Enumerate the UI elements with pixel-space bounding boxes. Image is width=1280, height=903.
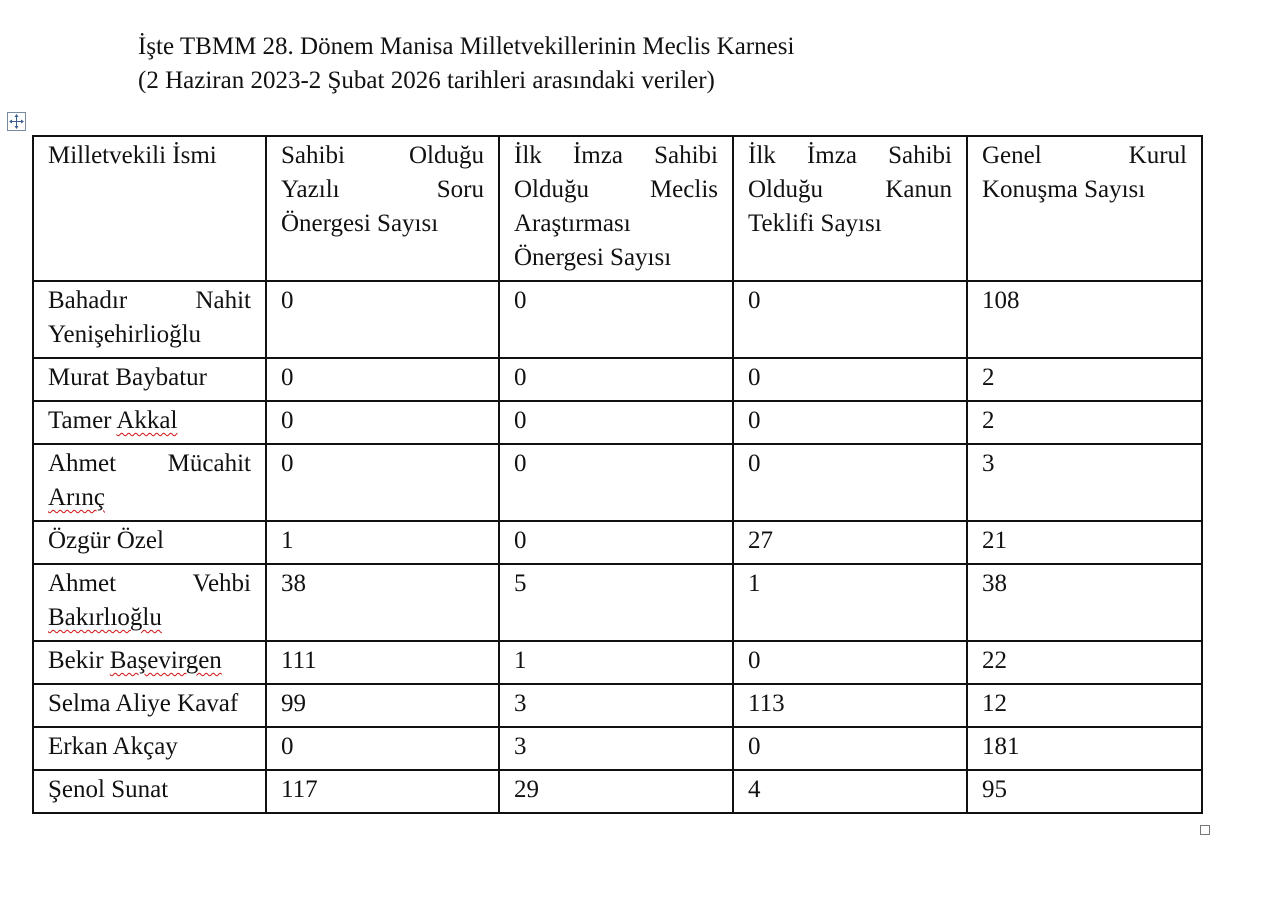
mp-name-cell[interactable]: Selma Aliye Kavaf	[33, 684, 266, 727]
mp-name-cell[interactable]: Erkan Akçay	[33, 727, 266, 770]
written-questions-cell[interactable]: 0	[266, 727, 499, 770]
spellcheck-flagged-word: Bakırlıoğlu	[48, 604, 162, 631]
plenary-speeches-cell[interactable]: 21	[967, 521, 1202, 564]
plenary-speeches-cell[interactable]: 3	[967, 444, 1202, 521]
table-row	[33, 684, 1202, 727]
written-questions-cell[interactable]: 0	[266, 444, 499, 521]
research-motions-cell[interactable]: 3	[499, 684, 733, 727]
plenary-speeches-cell[interactable]: 38	[967, 564, 1202, 641]
written-questions-cell[interactable]: 1	[266, 521, 499, 564]
mp-name-cell[interactable]: Bahadır Nahit Yenişehirlioğlu	[33, 281, 266, 358]
plenary-speeches-cell[interactable]: 108	[967, 281, 1202, 358]
plenary-speeches-cell[interactable]: 2	[967, 401, 1202, 444]
table-row	[33, 770, 1202, 813]
research-motions-cell[interactable]: 0	[499, 521, 733, 564]
law-proposals-cell[interactable]: 0	[733, 358, 967, 401]
mp-name-cell[interactable]: Tamer Akkal	[33, 401, 266, 444]
table-row	[33, 727, 1202, 770]
law-proposals-cell[interactable]: 0	[733, 401, 967, 444]
law-proposals-cell[interactable]: 0	[733, 727, 967, 770]
table-resize-handle[interactable]	[1200, 825, 1210, 835]
mp-name-cell[interactable]: Şenol Sunat	[33, 770, 266, 813]
research-motions-cell[interactable]: 0	[499, 444, 733, 521]
research-motions-cell[interactable]: 1	[499, 641, 733, 684]
law-proposals-cell[interactable]: 0	[733, 281, 967, 358]
plenary-speeches-cell[interactable]: 181	[967, 727, 1202, 770]
research-motions-cell[interactable]: 0	[499, 281, 733, 358]
mp-scorecard-table	[32, 135, 1203, 814]
mp-name-cell[interactable]: Bekir Başevirgen	[33, 641, 266, 684]
header-cell-plenary-speeches[interactable]: Genel Kurul Konuşma Sayısı	[967, 136, 1202, 281]
written-questions-cell[interactable]: 0	[266, 281, 499, 358]
written-questions-cell[interactable]: 38	[266, 564, 499, 641]
research-motions-cell[interactable]: 29	[499, 770, 733, 813]
mp-name-cell[interactable]: Ahmet Mücahit Arınç	[33, 444, 266, 521]
spellcheck-flagged-word: Akkal	[116, 407, 178, 434]
header-cell-law-proposals[interactable]: İlk İmza Sahibi Olduğu Kanun Teklifi Sayısı	[733, 136, 967, 281]
mp-name-cell[interactable]: Murat Baybatur	[33, 358, 266, 401]
law-proposals-cell[interactable]: 1	[733, 564, 967, 641]
table-row	[33, 564, 1202, 641]
table-row	[33, 281, 1202, 358]
plenary-speeches-cell[interactable]: 95	[967, 770, 1202, 813]
plenary-speeches-cell[interactable]: 2	[967, 358, 1202, 401]
mp-name-cell[interactable]: Ahmet Vehbi Bakırlıoğlu	[33, 564, 266, 641]
title-line-1: İşte TBMM 28. Dönem Manisa Milletvekillerinin Meclis Karnesi	[138, 33, 795, 60]
law-proposals-cell[interactable]: 113	[733, 684, 967, 727]
written-questions-cell[interactable]: 117	[266, 770, 499, 813]
research-motions-cell[interactable]: 0	[499, 358, 733, 401]
law-proposals-cell[interactable]: 27	[733, 521, 967, 564]
document-title	[138, 30, 794, 98]
research-motions-cell[interactable]: 0	[499, 401, 733, 444]
written-questions-cell[interactable]: 99	[266, 684, 499, 727]
table-row	[33, 444, 1202, 521]
law-proposals-cell[interactable]: 0	[733, 444, 967, 521]
written-questions-cell[interactable]: 111	[266, 641, 499, 684]
table-row	[33, 401, 1202, 444]
table-row	[33, 641, 1202, 684]
law-proposals-cell[interactable]: 0	[733, 641, 967, 684]
header-cell-name[interactable]: Milletvekili İsmi	[33, 136, 266, 281]
law-proposals-cell[interactable]: 4	[733, 770, 967, 813]
table-header-row	[33, 136, 1202, 281]
plenary-speeches-cell[interactable]: 22	[967, 641, 1202, 684]
written-questions-cell[interactable]: 0	[266, 401, 499, 444]
table-row	[33, 521, 1202, 564]
header-cell-research-motions[interactable]: İlk İmza Sahibi Olduğu Meclis Araştırması Önergesi Sayısı	[499, 136, 733, 281]
research-motions-cell[interactable]: 3	[499, 727, 733, 770]
mp-name-cell[interactable]: Özgür Özel	[33, 521, 266, 564]
four-way-arrow-icon	[8, 113, 25, 130]
table-move-handle[interactable]	[7, 112, 26, 131]
spellcheck-flagged-word: Arınç	[48, 484, 105, 511]
header-cell-written-questions[interactable]: Sahibi Olduğu Yazılı Soru Önergesi Sayısı	[266, 136, 499, 281]
title-line-2: (2 Haziran 2023-2 Şubat 2026 tarihleri arasındaki veriler)	[138, 67, 715, 94]
written-questions-cell[interactable]: 0	[266, 358, 499, 401]
spellcheck-flagged-word: Başevirgen	[109, 647, 222, 674]
table-row	[33, 358, 1202, 401]
plenary-speeches-cell[interactable]: 12	[967, 684, 1202, 727]
research-motions-cell[interactable]: 5	[499, 564, 733, 641]
